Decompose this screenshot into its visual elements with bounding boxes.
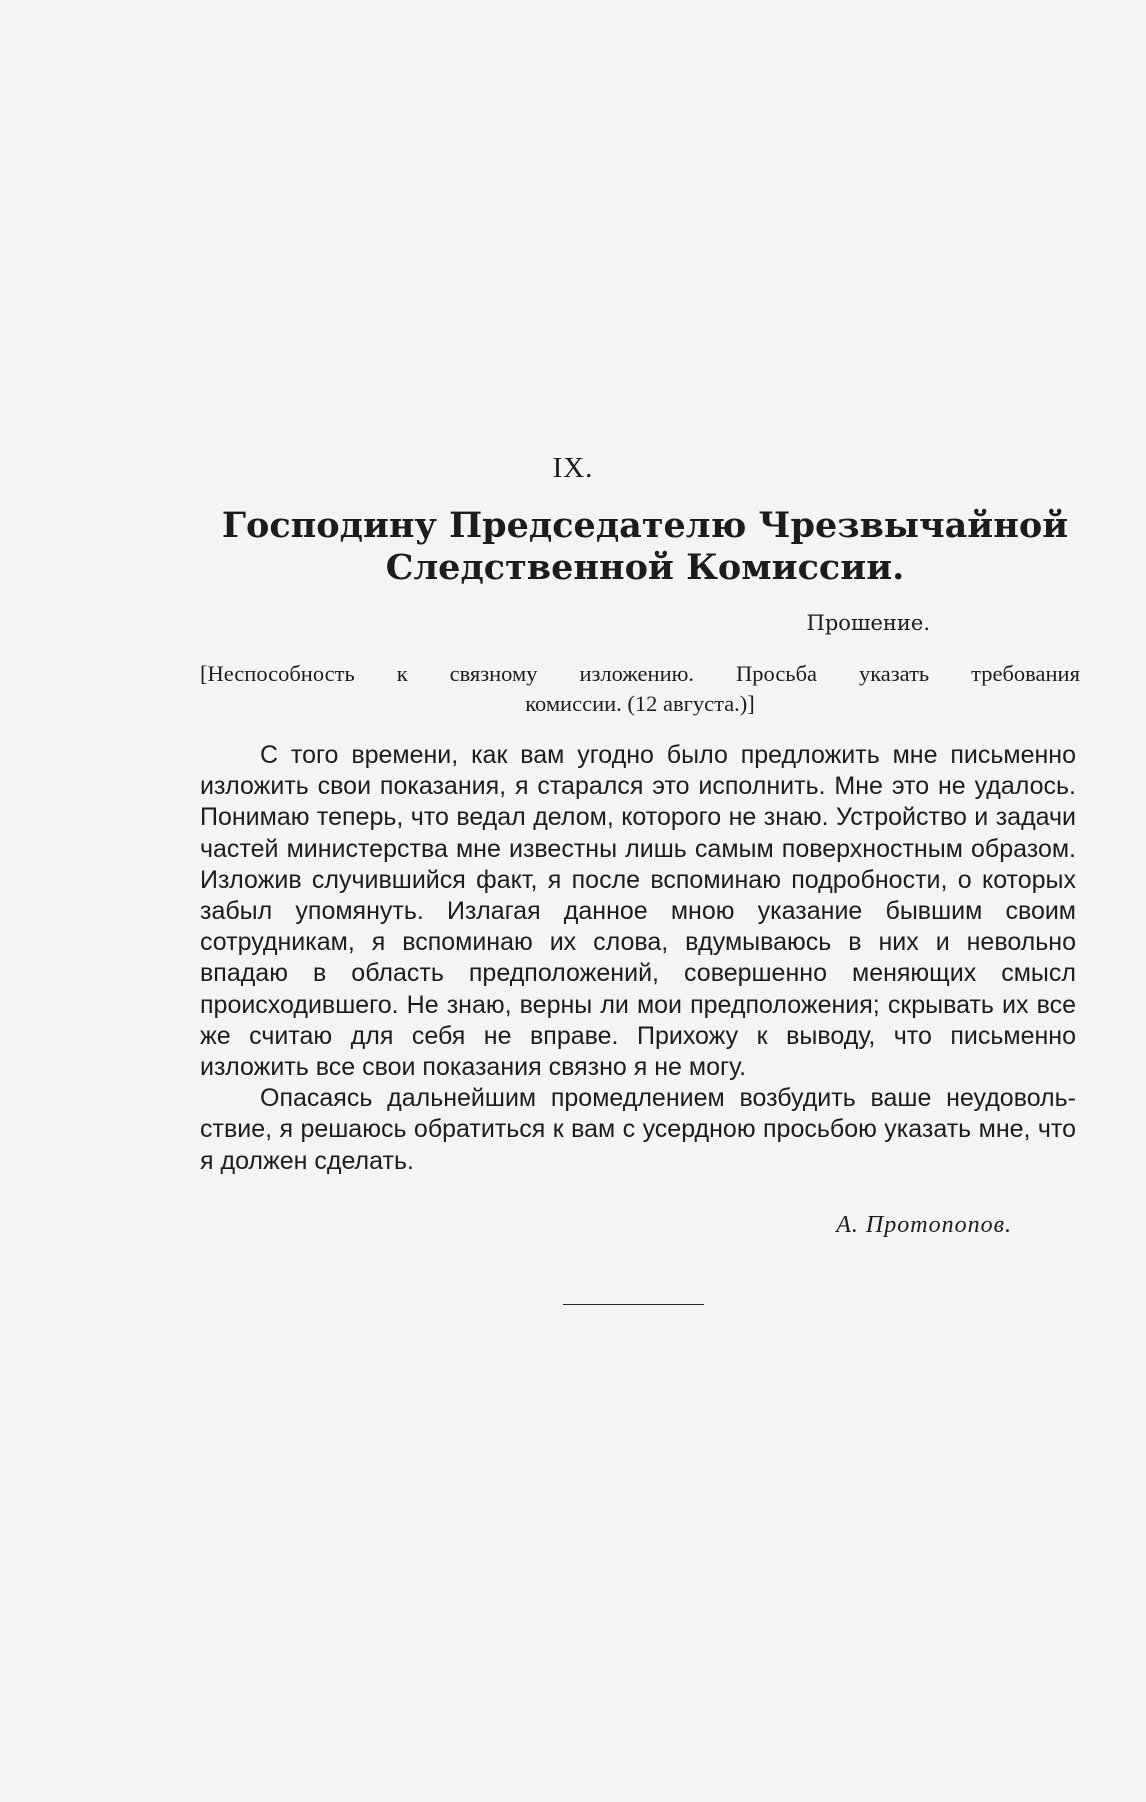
document-summary bbox=[200, 659, 1080, 719]
title-line-2: Следственной Комиссии. bbox=[385, 547, 905, 588]
document-type-label: Прошение. bbox=[806, 611, 930, 635]
summary-word: Просьба bbox=[736, 661, 818, 686]
section-number: IX. bbox=[552, 452, 594, 484]
summary-word: связному bbox=[449, 661, 538, 686]
summary-word: требования bbox=[971, 661, 1080, 686]
summary-line-2: комиссии. (12 августа.)] bbox=[525, 691, 755, 716]
closing-divider bbox=[563, 1304, 704, 1305]
document-body bbox=[200, 740, 1076, 1177]
summary-word: [Неспособность bbox=[200, 661, 355, 686]
document-title bbox=[200, 505, 1090, 589]
signature: А. Протопопов. bbox=[836, 1212, 1012, 1238]
title-line-1: Господину Председателю Чрезвычайной bbox=[221, 505, 1069, 546]
summary-line-1 bbox=[200, 659, 1080, 689]
summary-word: указать bbox=[858, 661, 930, 686]
body-paragraph-1: С того времени, как вам угодно было предложить мне письменно изложить свои показания, я старался это исполнить. Мне это не удалось. Понимаю теперь, что ведал делом, которого не знаю. Устройство и задачи частей министерства мне известны лишь самым поверхностным образом. Изложив случившийся факт, я после вспоминаю подробности, о которых забыл упомянуть. Излагая данное мною указание бывшим своим сотрудникам, я вспоминаю их слова, вдумываюсь в них и невольно впадаю в область предположений, совершенно меняющих смысл происходившего. Не знаю, верны ли мои предположения; скрывать их все же считаю для себя не вправе. Прихожу к выводу, что письменно изложить все свои показания связно я не могу. bbox=[200, 741, 1076, 1082]
summary-word: к bbox=[396, 661, 408, 686]
body-paragraph-2: Опасаясь дальнейшим промедлением возбудить ваше неудовольствие, я решаюсь обратиться к вам с усердною просьбою указать мне, что я должен сделать. bbox=[200, 1084, 1076, 1175]
summary-word: изложению. bbox=[579, 661, 695, 686]
